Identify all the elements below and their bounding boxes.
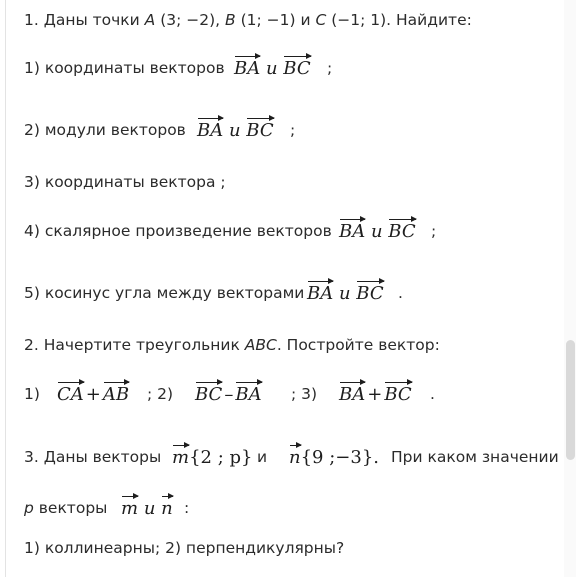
task3-last-line: 1) коллинеарны; 2) перпендикулярны?	[24, 539, 345, 557]
vector-n: n	[289, 447, 301, 468]
vectors-m-and-n	[121, 496, 173, 519]
task2-label-1: 1)	[24, 385, 40, 403]
task1-item-5-end: .	[398, 284, 403, 302]
point-c-label: C	[315, 11, 327, 29]
task2-expression-3	[339, 382, 412, 405]
minus-sign: –	[224, 384, 234, 405]
task1-item-2-end: ;	[290, 121, 296, 139]
task1-item-1-text: 1) координаты векторов	[24, 59, 225, 77]
task2-expression-2	[195, 382, 262, 405]
vector-ba: BA	[235, 384, 262, 405]
vector-m: m	[121, 498, 139, 519]
conjunction-u: u	[265, 58, 278, 79]
vector-n-coords: {9 ;−3}.	[300, 447, 379, 468]
conjunction-u: u	[228, 120, 241, 141]
vector-ba: BA	[197, 120, 224, 141]
task1-item-1-end: ;	[327, 59, 333, 77]
vector-m: m	[172, 447, 190, 468]
task1-heading	[24, 10, 472, 30]
task1-item-5-formula	[307, 281, 384, 304]
conjunction-u: u	[143, 498, 156, 519]
vector-ca: CA	[57, 384, 84, 405]
vector-bc: BC	[195, 384, 223, 405]
task1-item-4-formula	[339, 219, 416, 242]
vector-bc: BC	[356, 283, 384, 304]
point-b-label: B	[225, 11, 236, 29]
task3-vectors-word: векторы	[33, 499, 108, 517]
task3-prefix: 3. Даны векторы	[24, 448, 162, 466]
task1-item-1-formula	[234, 56, 311, 79]
plus-sign: +	[85, 384, 101, 405]
task1-heading-prefix: 1. Даны точки	[24, 11, 145, 29]
task2-heading	[24, 335, 440, 355]
task3-colon: :	[184, 499, 190, 517]
task1-item-3-text: 3) координаты вектора ;	[24, 173, 226, 191]
vector-ba: BA	[339, 221, 366, 242]
point-c-coords: (−1; 1). Найдите:	[326, 11, 472, 29]
plus-sign: +	[367, 384, 383, 405]
point-a-label: A	[144, 11, 156, 29]
vector-bc: BC	[384, 384, 412, 405]
vector-ba: BA	[307, 283, 334, 304]
document-page	[5, 0, 566, 577]
task1-item-2-formula	[197, 118, 274, 141]
triangle-label: ABC	[244, 336, 277, 354]
vector-ba: BA	[339, 384, 366, 405]
conjunction-u: u	[370, 221, 383, 242]
parameter-p: p	[24, 499, 34, 517]
vector-bc: BC	[388, 221, 416, 242]
task3-line-2	[24, 498, 107, 518]
vector-m-coords: {2 ; p}	[189, 447, 253, 468]
task2-label-3: ; 3)	[291, 385, 318, 403]
vector-bc: BC	[283, 58, 311, 79]
task2-end: .	[430, 385, 435, 403]
task2-heading-prefix: 2. Начертите треугольник	[24, 336, 245, 354]
vector-bc: BC	[246, 120, 274, 141]
vector-ba: BA	[234, 58, 261, 79]
task1-item-5-text: 5) косинус угла между векторами	[24, 284, 305, 302]
conjunction-u: u	[338, 283, 351, 304]
scrollbar-track[interactable]	[564, 0, 576, 577]
task2-heading-suffix: . Постройте вектор:	[276, 336, 440, 354]
vector-n-definition	[289, 445, 379, 468]
task1-item-4-text: 4) скалярное произведение векторов	[24, 222, 332, 240]
vector-ab: AB	[102, 384, 130, 405]
task3-and: и	[257, 448, 268, 466]
task2-expression-1	[57, 382, 129, 405]
vector-n: n	[161, 498, 173, 519]
task1-item-2-text: 2) модули векторов	[24, 121, 186, 139]
task3-question: При каком значении	[391, 448, 559, 466]
point-b-coords: (1; −1) и	[235, 11, 316, 29]
point-a-coords: (3; −2),	[155, 11, 226, 29]
task2-label-2: ; 2)	[147, 385, 174, 403]
scrollbar-thumb[interactable]	[566, 340, 575, 460]
vector-m-definition	[172, 445, 252, 468]
task1-item-4-end: ;	[431, 222, 437, 240]
